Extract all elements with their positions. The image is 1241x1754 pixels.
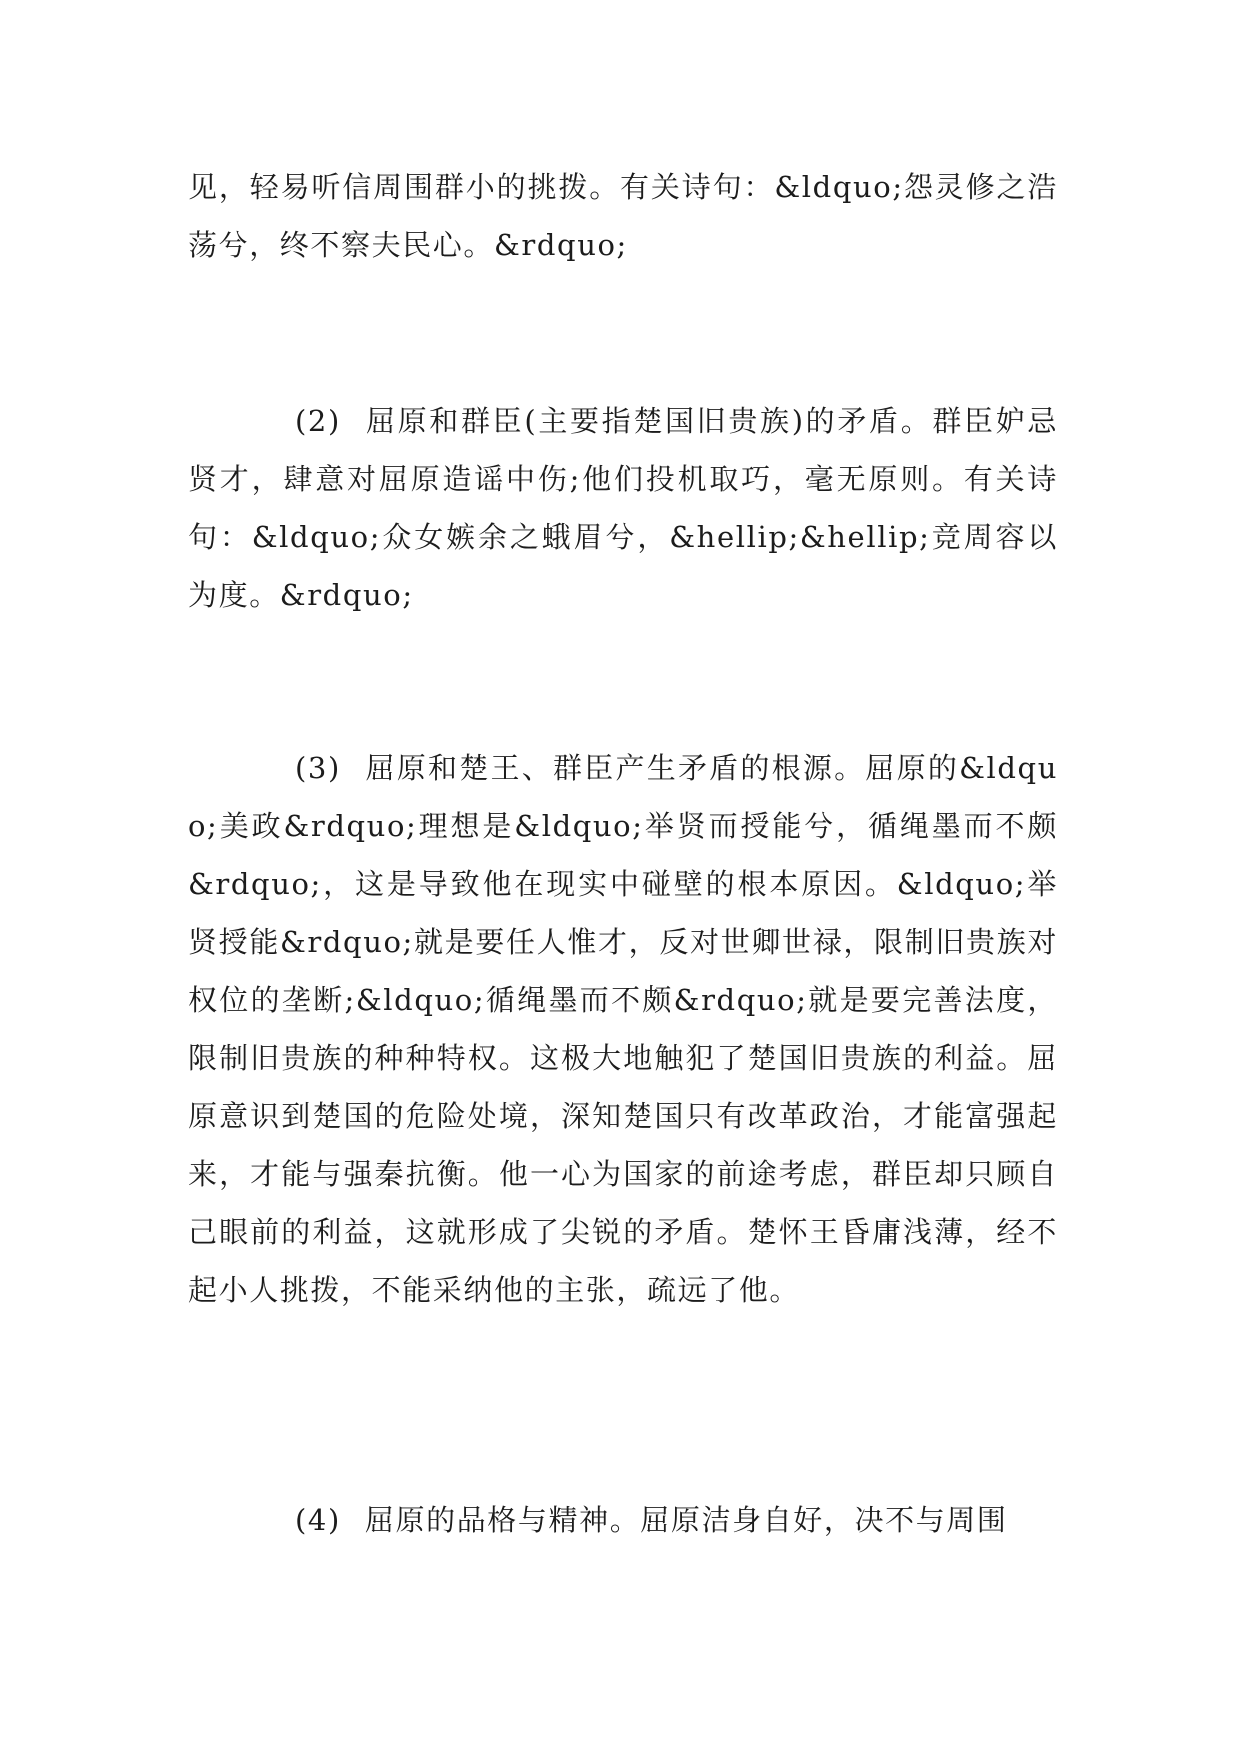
paragraph-3-text: 屈原和楚王、群臣产生矛盾的根源。屈原的&ldquo;美政&rdquo;理想是&ldquo;举贤而授能兮，循绳墨而不颇&rdquo;，这是导致他在现实中碰壁的根本原因。&ldquo;举贤授能&rdquo;就是要任人惟才，反对世卿世禄，限制旧贵族对权位的垄断;&ldquo;循绳墨而不颇&rdquo;就是要完善法度，限制旧贵族的种种特权。这极大地触犯了楚国旧贵族的利益。屈原意识到楚国的危险处境，深知楚国只有改革政治，才能富强起来，才能与强秦抗衡。他一心为国家的前途考虑，群臣却只顾自己眼前的利益，这就形成了尖锐的矛盾。楚怀王昏庸浅薄，经不起小人挑拨，不能采纳他的主张，疏远了他。 — [188, 751, 1058, 1307]
paragraph-3-number: (3) — [295, 751, 341, 785]
paragraph-4 — [188, 1491, 1058, 1549]
paragraph-2-number: (2) — [295, 404, 341, 438]
paragraph-2-text: 屈原和群臣(主要指楚国旧贵族)的矛盾。群臣妒忌贤才，肆意对屈原造谣中伤;他们投机取巧，毫无原则。有关诗句：&ldquo;众女嫉余之蛾眉兮，&hellip;&hellip;竞周容以为度。&rdquo; — [188, 404, 1058, 612]
paragraph-4-number: (4) — [295, 1503, 341, 1537]
paragraph-1 — [188, 158, 1058, 274]
paragraph-4-text: 屈原的品格与精神。屈原洁身自好，决不与周围 — [364, 1503, 1008, 1537]
paragraph-1-text: 见，轻易听信周围群小的挑拨。有关诗句：&ldquo;怨灵修之浩荡兮，终不察夫民心。&rdquo; — [188, 170, 1058, 262]
paragraph-2 — [188, 392, 1058, 624]
paragraph-3 — [188, 739, 1058, 1319]
